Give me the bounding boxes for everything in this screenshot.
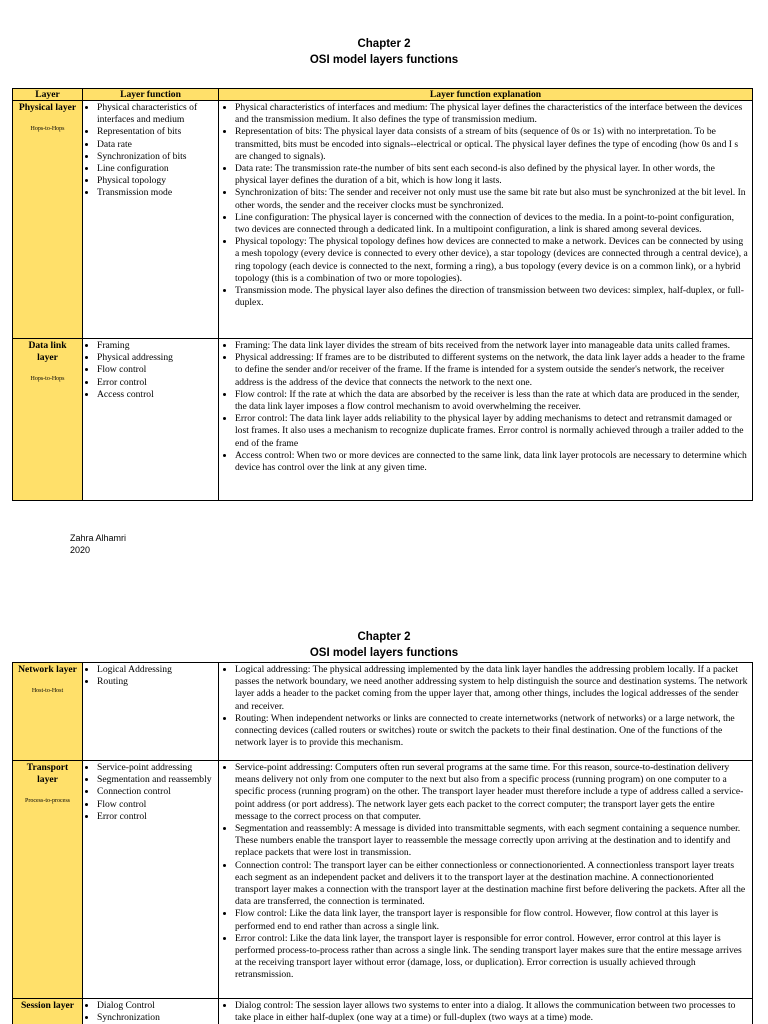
table-header-row bbox=[13, 89, 753, 101]
header-layer-function: Layer function bbox=[83, 89, 219, 101]
explanation-list bbox=[223, 340, 748, 474]
layer-tag: Hops-to-Hops bbox=[30, 126, 65, 133]
list-item: • Physical addressing: If frames are to be distributed to different systems on the network, the data link layer adds a header to the frame to define the sender and/or receiver of the frame. If the frame is intended for a system outside the sender's network, the receiver address is the address of the device that connects the network to the next one. bbox=[235, 352, 748, 389]
list-item: • Error control: Like the data link layer, the transport layer is responsible for error control. However, error control at this layer is performed process-to-process rather than across a single link. The sending transport layer makes sure that the entire message arrives at the receiving transport layer without error (damage, loss, or duplication). Error correction is usually achieved through retransmission. bbox=[235, 933, 748, 982]
list-item: • Representation of bits bbox=[97, 126, 214, 138]
chapter-heading bbox=[0, 629, 768, 661]
function-list bbox=[87, 762, 214, 823]
layer-name: Network layer bbox=[18, 664, 77, 675]
list-item: • Flow control: If the rate at which the data are absorbed by the receiver is less than the rate at which data are produced in the sender, the data link layer imposes a flow control mechanism to avoid overwhelming the receiver. bbox=[235, 389, 748, 413]
list-item: • Line configuration: The physical layer is concerned with the connection of devices to the media. In a point-to-point configuration, two devices are connected through a dedicated link. In a multipoint configuration, a link is shared among several devices. bbox=[235, 212, 748, 236]
chapter-heading bbox=[0, 36, 768, 68]
list-item: • Data rate bbox=[97, 139, 214, 151]
table-row-network-layer bbox=[13, 663, 753, 761]
list-item: • Routing bbox=[97, 676, 214, 688]
list-item: • Access control: When two or more devices are connected to the same link, data link layer protocols are necessary to determine which device has control over the link at any given time. bbox=[235, 450, 748, 474]
function-cell bbox=[83, 999, 219, 1024]
table-row-physical-layer bbox=[13, 101, 753, 339]
list-item: • Flow control bbox=[97, 364, 214, 376]
list-item: • Dialog Control bbox=[97, 1000, 214, 1012]
osi-table-page-1 bbox=[12, 88, 753, 501]
function-cell bbox=[83, 101, 219, 339]
page-footer bbox=[70, 532, 126, 556]
list-item: • Segmentation and reassembly bbox=[97, 774, 214, 786]
layer-cell bbox=[13, 101, 83, 339]
layer-name: Physical layer bbox=[18, 102, 77, 113]
list-item: • Connection control: The transport layer can be either connectionless or connectionoriented. A connectionless transport layer treats each segment as an independent packet and delivers it to the transport layer at the destination machine. A connectionoriented transport layer makes a connection with the transport layer at the destination machine first before delivering the packets. After all the data are transferred, the connection is terminated. bbox=[235, 860, 748, 909]
explanation-cell bbox=[219, 999, 753, 1024]
layer-cell bbox=[13, 999, 83, 1024]
layer-name: Session layer bbox=[20, 1000, 75, 1011]
explanation-cell bbox=[219, 101, 753, 339]
list-item: • Synchronization of bits: The sender and receiver not only must use the same bit rate but also must be synchronized at the bit level. In other words, the sender and the receiver clocks must be synchronized. bbox=[235, 187, 748, 211]
list-item: • Transmission mode bbox=[97, 187, 214, 199]
list-item: • Logical Addressing bbox=[97, 664, 214, 676]
layer-cell bbox=[13, 663, 83, 761]
explanation-list bbox=[223, 102, 748, 309]
list-item: • Logical addressing: The physical addressing implemented by the data link layer handles the addressing problem locally. If a packet passes the network boundary, we need another addressing system to help distinguish the source and destination systems. The network layer adds a header to the packet coming from the upper layer that, among other things, includes the logical addresses of the sender and receiver. bbox=[235, 664, 748, 713]
list-item: • Data rate: The transmission rate-the number of bits sent each second-is also defined by the physical layer. In other words, the physical layer defines the duration of a bit, which is how long it lasts. bbox=[235, 163, 748, 187]
list-item: • Error control bbox=[97, 811, 214, 823]
list-item: • Access control bbox=[97, 389, 214, 401]
list-item: • Transmission mode. The physical layer also defines the direction of transmission between two devices: simplex, half-duplex, or full-duplex. bbox=[235, 285, 748, 309]
list-item: • Physical characteristics of interfaces and medium bbox=[97, 102, 214, 126]
footer-author: Zahra Alhamri bbox=[70, 533, 127, 543]
list-item: • Segmentation and reassembly: A message is divided into transmittable segments, with each segment containing a sequence number. These numbers enable the transport layer to reassemble the message correctly upon arriving at the destination and to identify and replace packets that were lost in transmission. bbox=[235, 823, 748, 860]
page-title: OSI model layers functions bbox=[309, 54, 459, 66]
list-item: • Error control bbox=[97, 377, 214, 389]
page-title: OSI model layers functions bbox=[309, 647, 459, 659]
layer-tag: Host-to-Host bbox=[31, 688, 64, 695]
footer-year: 2020 bbox=[70, 545, 91, 555]
layer-cell bbox=[13, 339, 83, 501]
list-item: • Routing: When independent networks or links are connected to create internetworks (network of networks) or a large network, the connecting devices (called routers or switches) route or switch the packets to their final destination. One of the functions of the network layer is to provide this mechanism. bbox=[235, 713, 748, 750]
list-item: • Flow control bbox=[97, 799, 214, 811]
table-row-transport-layer bbox=[13, 761, 753, 999]
explanation-cell bbox=[219, 761, 753, 999]
layer-tag: Hops-to-Hops bbox=[30, 376, 65, 383]
explanation-list bbox=[223, 664, 748, 749]
list-item: • Line configuration bbox=[97, 163, 214, 175]
function-cell bbox=[83, 761, 219, 999]
layer-name: Transport layer bbox=[26, 762, 69, 786]
list-item: • Synchronization of bits bbox=[97, 151, 214, 163]
function-cell bbox=[83, 339, 219, 501]
table-row-data-link-layer bbox=[13, 339, 753, 501]
list-item: • Synchronization bbox=[97, 1012, 214, 1024]
explanation-cell bbox=[219, 663, 753, 761]
list-item: • Framing bbox=[97, 340, 214, 352]
layer-tag: Process-to-process bbox=[25, 798, 70, 805]
list-item: • Flow control: Like the data link layer, the transport layer is responsible for flow control. However, flow control at this layer is performed end to end rather than across a single link. bbox=[235, 908, 748, 932]
explanation-cell bbox=[219, 339, 753, 501]
chapter-label: Chapter 2 bbox=[357, 631, 411, 643]
function-list bbox=[87, 1000, 214, 1024]
list-item: • Physical topology: The physical topology defines how devices are connected to make a network. Devices can be connected by using a mesh topology (every device is connected to every other device), a star topology (devices are connected through a central device), a ring topology (each device is connected to the next, forming a ring), a bus topology (every device is on a common link), or a hybrid topology (this is a combination of two or more topologies). bbox=[235, 236, 748, 285]
list-item: • Framing: The data link layer divides the stream of bits received from the network layer into manageable data units called frames. bbox=[235, 340, 748, 352]
list-item: • Service-point addressing: Computers often run several programs at the same time. For this reason, source-to-destination delivery means delivery not only from one computer to the next but also from a specific process (running program) on one computer to a specific process (running program) on the other. The transport layer header must therefore include a type of address called a service-point address (or port address). The network layer gets each packet to the correct computer; the transport layer gets the entire message to the correct process on that computer. bbox=[235, 762, 748, 823]
list-item: • Error control: The data link layer adds reliability to the physical layer by adding mechanisms to detect and retransmit damaged or lost frames. It also uses a mechanism to recognize duplicate frames. Error control is normally achieved through a trailer added to the end of the frame bbox=[235, 413, 748, 450]
layer-name: Data link layer bbox=[28, 340, 67, 364]
list-item: • Physical topology bbox=[97, 175, 214, 187]
list-item: • Physical characteristics of interfaces and medium: The physical layer defines the characteristics of the interface between the devices and the transmission medium. It also defines the type of transmission medium. bbox=[235, 102, 748, 126]
explanation-list bbox=[223, 1000, 748, 1024]
function-list bbox=[87, 664, 214, 688]
header-layer: Layer bbox=[13, 89, 83, 101]
list-item: • Connection control bbox=[97, 786, 214, 798]
explanation-list bbox=[223, 762, 748, 982]
function-cell bbox=[83, 663, 219, 761]
layer-cell bbox=[13, 761, 83, 999]
function-list bbox=[87, 102, 214, 200]
function-list bbox=[87, 340, 214, 401]
osi-table-page-2 bbox=[12, 662, 753, 1024]
list-item: • Dialog control: The session layer allows two systems to enter into a dialog. It allows the communication between two processes to take place in either half-duplex (one way at a time) or full-duplex (two ways at a time) mode. bbox=[235, 1000, 748, 1024]
list-item: • Physical addressing bbox=[97, 352, 214, 364]
chapter-label: Chapter 2 bbox=[357, 38, 411, 50]
table-row-session-layer bbox=[13, 999, 753, 1024]
list-item: • Service-point addressing bbox=[97, 762, 214, 774]
list-item: • Representation of bits: The physical layer data consists of a stream of bits (sequence of 0s or 1s) with no interpretation. To be transmitted, bits must be encoded into signals--electrical or optical. The physical layer defines the type of encoding (how 0s and I s are changed to signals). bbox=[235, 126, 748, 163]
header-layer-function-explanation: Layer function explanation bbox=[219, 89, 753, 101]
